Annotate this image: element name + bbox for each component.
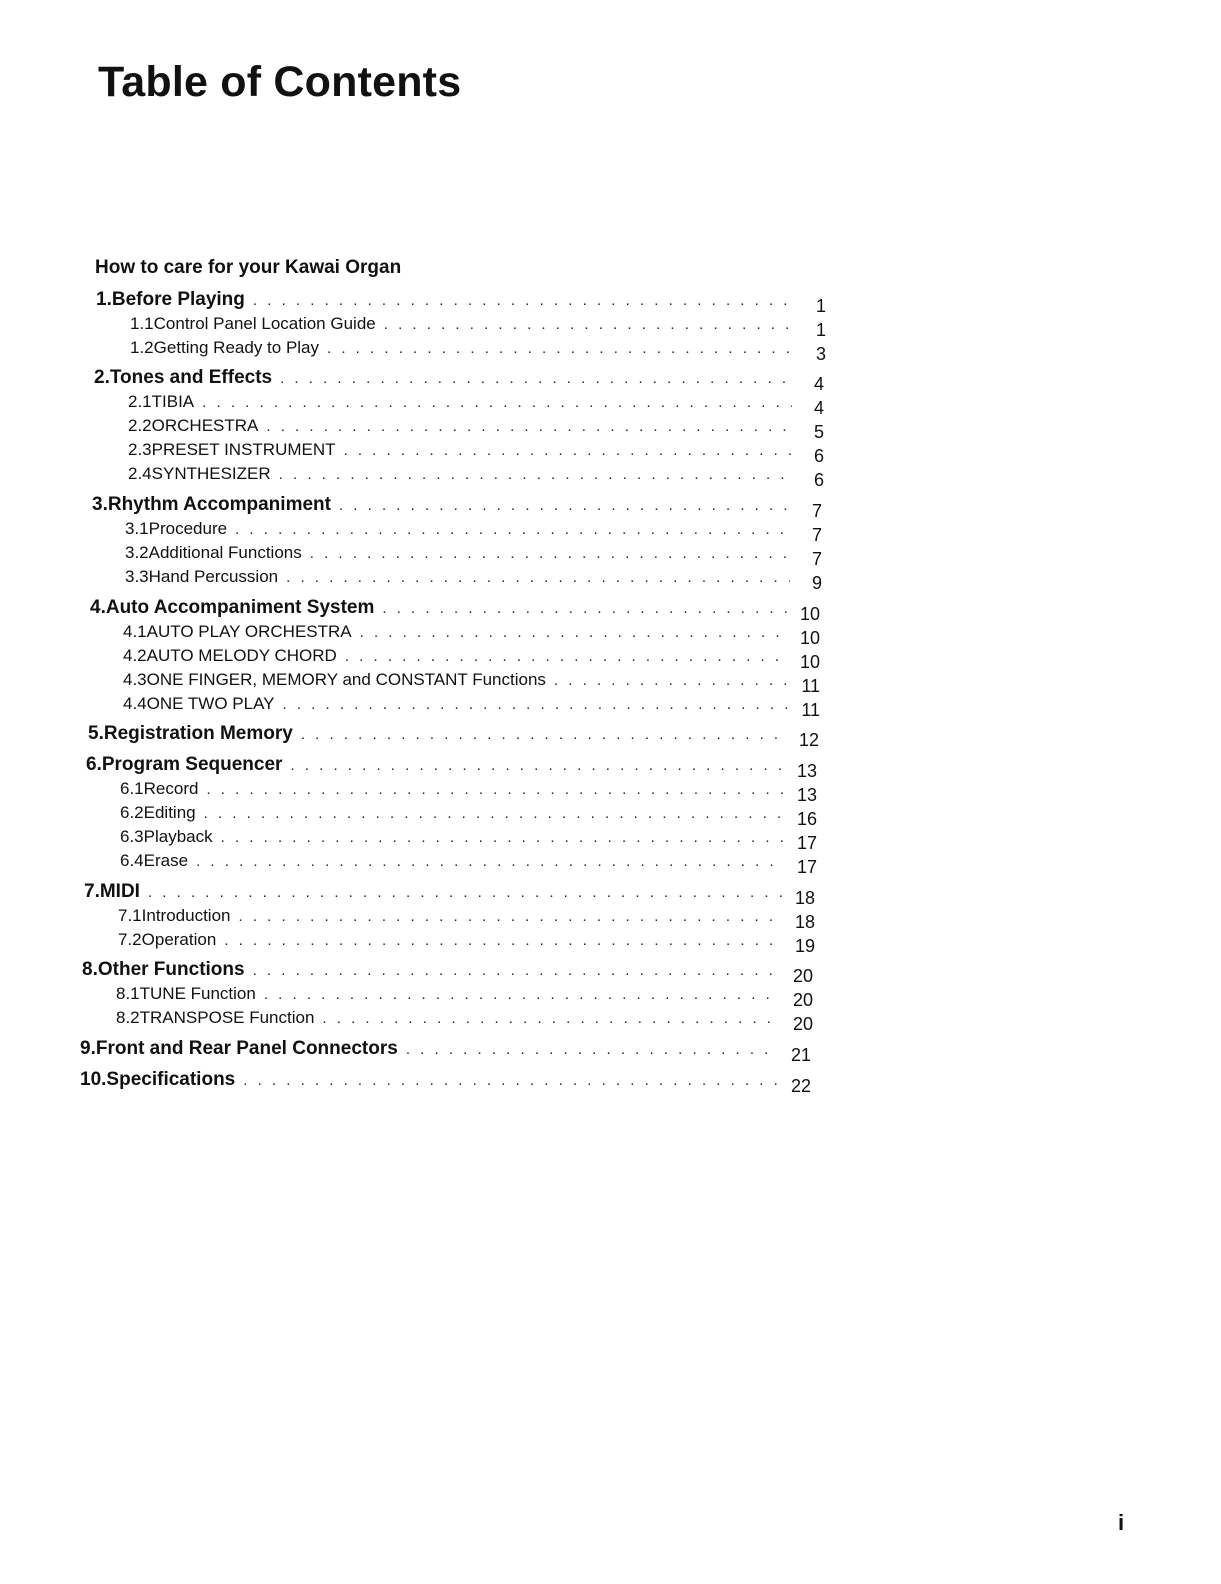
toc-entry-title: Auto Accompaniment System — [105, 597, 375, 618]
toc-entry-page: 18 — [794, 888, 815, 908]
toc-entry-number: 6. — [86, 754, 102, 775]
toc-dot-leader — [238, 908, 783, 925]
toc-entry-page: 1 — [815, 320, 826, 340]
toc-entry-page: 21 — [790, 1045, 811, 1065]
toc-entry-page: 17 — [796, 833, 817, 853]
toc-section-entry — [86, 754, 817, 780]
toc-entry-title: Introduction — [141, 906, 231, 925]
toc-subsection-entry — [120, 802, 817, 828]
toc-dot-leader — [310, 545, 790, 562]
toc-section-entry — [84, 881, 815, 907]
toc-entry-page: 20 — [792, 1014, 813, 1034]
toc-dot-leader — [243, 1072, 779, 1089]
toc-dot-leader — [206, 781, 785, 798]
toc-entry-page: 10 — [799, 604, 820, 624]
toc-subsection-entry — [120, 826, 817, 852]
toc-entry-page: 7 — [811, 501, 822, 521]
toc-subsection-entry — [130, 313, 826, 339]
toc-entry-number: 2. — [94, 367, 110, 388]
toc-subsection-entry — [125, 542, 822, 568]
toc-subsection-entry — [118, 905, 815, 931]
toc-dot-leader — [360, 624, 788, 641]
toc-dot-leader — [224, 932, 783, 949]
toc-entry-title: Operation — [141, 930, 217, 949]
toc-subsection-entry — [123, 621, 820, 647]
toc-entry-page: 13 — [796, 785, 817, 805]
toc-entry-page: 18 — [794, 912, 815, 932]
toc-subsection-entry — [128, 439, 824, 465]
toc-entry-title: MIDI — [99, 881, 140, 902]
toc-entry-title: Hand Percussion — [148, 567, 279, 586]
toc-entry-number: 8.2 — [116, 1008, 140, 1027]
toc-dot-leader — [253, 292, 794, 309]
toc-dot-leader — [253, 962, 781, 979]
toc-entry-number: 8. — [82, 959, 98, 980]
toc-entry-number: 3.1 — [125, 519, 149, 538]
toc-entry-page: 7 — [811, 549, 822, 569]
toc-dot-leader — [221, 829, 785, 846]
toc-subsection-entry — [125, 518, 822, 544]
toc-entry-title: SYNTHESIZER — [151, 464, 271, 483]
toc-entry-title: Tones and Effects — [109, 367, 273, 388]
toc-entry-number: 7. — [84, 881, 100, 902]
toc-entry-page: 7 — [811, 525, 822, 545]
toc-entry-number: 7.2 — [118, 930, 142, 949]
toc-entry-title: ONE FINGER, MEMORY and CONSTANT Functions — [146, 670, 546, 689]
toc-entry-number: 8.1 — [116, 984, 140, 1003]
toc-dot-leader — [202, 394, 792, 411]
toc-entry-page: 16 — [796, 809, 817, 829]
toc-dot-leader — [301, 726, 787, 743]
toc-section-entry — [88, 723, 819, 749]
toc-subsection-entry — [125, 566, 822, 592]
toc-entry-page: 11 — [801, 676, 820, 696]
toc-subsection-entry — [128, 415, 824, 441]
toc-entry-page: 4 — [813, 398, 824, 418]
toc-entry-title: Control Panel Location Guide — [153, 314, 376, 333]
toc-dot-leader — [235, 521, 790, 538]
toc-entry-title: Registration Memory — [103, 723, 293, 744]
toc-subsection-entry — [130, 337, 826, 363]
toc-entry-title: Program Sequencer — [101, 754, 283, 775]
toc-section-entry — [80, 1069, 811, 1095]
toc-entry-page: 10 — [799, 652, 820, 672]
toc-entry-number: 9. — [80, 1038, 96, 1059]
toc-subsection-entry — [123, 645, 820, 671]
toc-entry-number: 2.4 — [128, 464, 152, 483]
toc-dot-leader — [196, 853, 785, 870]
toc-entry-title: Rhythm Accompaniment — [107, 494, 331, 515]
toc-entry-title: Additional Functions — [148, 543, 302, 562]
toc-entry-page: 6 — [813, 470, 824, 490]
toc-entry-title: TRANSPOSE Function — [139, 1008, 315, 1027]
toc-entry-number: 1. — [96, 289, 112, 310]
toc-dot-leader — [382, 600, 788, 617]
toc-entry-page: 20 — [792, 966, 813, 986]
toc-entry-number: 6.4 — [120, 851, 144, 870]
toc-dot-leader — [290, 757, 785, 774]
toc-subsection-entry — [116, 983, 813, 1009]
toc-dot-leader — [282, 696, 788, 713]
toc-dot-leader — [279, 466, 792, 483]
toc-entry-number: 4. — [90, 597, 106, 618]
toc-section-entry — [96, 289, 826, 315]
toc-dot-leader — [280, 370, 792, 387]
toc-entry-page: 17 — [796, 857, 817, 877]
toc-entry-number: 3. — [92, 494, 108, 515]
toc-entry-title: Before Playing — [111, 289, 245, 310]
toc-entry-title: Front and Rear Panel Connectors — [95, 1038, 398, 1059]
toc-section-entry — [92, 494, 822, 520]
toc-entry-number: 7.1 — [118, 906, 142, 925]
toc-dot-leader — [264, 986, 781, 1003]
toc-section-entry — [90, 597, 820, 623]
toc-entry-title: Editing — [143, 803, 196, 822]
toc-entry-number: 2.3 — [128, 440, 152, 459]
toc-dot-leader — [286, 569, 790, 586]
toc-dot-leader — [266, 418, 792, 435]
toc-entry-title: AUTO PLAY ORCHESTRA — [146, 622, 352, 641]
toc-entry-number: 6.3 — [120, 827, 144, 846]
toc-entry-title: ORCHESTRA — [151, 416, 259, 435]
toc-entry-number: 10. — [80, 1069, 107, 1090]
toc-dot-leader — [345, 648, 788, 665]
toc-entry-title: Erase — [143, 851, 189, 870]
toc-dot-leader — [322, 1010, 781, 1027]
toc-subsection-entry — [123, 669, 820, 695]
toc-subsection-entry — [128, 391, 824, 417]
toc-entry-number: 6.2 — [120, 803, 144, 822]
toc-entry-number: 2.2 — [128, 416, 152, 435]
toc-entry-page: 4 — [813, 374, 824, 394]
toc-entry-number: 4.2 — [123, 646, 147, 665]
toc-entry-number: 2.1 — [128, 392, 152, 411]
toc-entry-page: 20 — [792, 990, 813, 1010]
toc-dot-leader — [327, 340, 794, 357]
toc-entry-number: 3.3 — [125, 567, 149, 586]
toc-entry-page: 13 — [796, 761, 817, 781]
toc-section-entry — [82, 959, 813, 985]
toc-entry-title: Other Functions — [97, 959, 245, 980]
toc-dot-leader — [344, 442, 792, 459]
toc-intro-heading: How to care for your Kawai Organ — [95, 257, 402, 278]
toc-entry-page: 10 — [799, 628, 820, 648]
toc-entry-page: 11 — [801, 700, 820, 720]
toc-entry-page: 22 — [790, 1076, 811, 1096]
toc-subsection-entry — [123, 693, 820, 719]
toc-dot-leader — [204, 805, 785, 822]
toc-entry-number: 1.2 — [130, 338, 154, 357]
toc-dot-leader — [554, 672, 788, 689]
toc-section-entry — [94, 367, 824, 393]
toc-entry-page: 12 — [798, 730, 819, 750]
toc-entry-title: Procedure — [148, 519, 228, 538]
toc-entry-number: 3.2 — [125, 543, 149, 562]
toc-entry-number: 5. — [88, 723, 104, 744]
toc-entry-page: 9 — [811, 573, 822, 593]
toc-entry-number: 6.1 — [120, 779, 144, 798]
toc-dot-leader — [384, 316, 794, 333]
toc-entry-number: 4.1 — [123, 622, 147, 641]
toc-entry-title: Getting Ready to Play — [153, 338, 320, 357]
toc-entry-title: TUNE Function — [139, 984, 256, 1003]
toc-entry-title: ONE TWO PLAY — [146, 694, 275, 713]
toc-entry-title: Record — [143, 779, 199, 798]
toc-entry-page: 6 — [813, 446, 824, 466]
toc-entry-page: 19 — [794, 936, 815, 956]
toc-entry-title: AUTO MELODY CHORD — [146, 646, 337, 665]
toc-entry-title: PRESET INSTRUMENT — [151, 440, 336, 459]
page-title: Table of Contents — [98, 58, 462, 106]
toc-entry-title: TIBIA — [151, 392, 195, 411]
toc-entry-number: 4.3 — [123, 670, 147, 689]
toc-entry-title: Playback — [143, 827, 213, 846]
page-number: i — [1118, 1510, 1125, 1535]
toc-entry-number: 1.1 — [130, 314, 154, 333]
toc-dot-leader — [339, 497, 790, 514]
toc-entry-title: Specifications — [106, 1069, 236, 1090]
toc-section-entry — [80, 1038, 811, 1064]
toc-dot-leader — [148, 884, 783, 901]
toc-subsection-entry — [118, 929, 815, 955]
toc-subsection-entry — [120, 778, 817, 804]
toc-subsection-entry — [116, 1007, 813, 1033]
toc-dot-leader — [406, 1041, 779, 1058]
toc-subsection-entry — [120, 850, 817, 876]
toc-entry-page: 5 — [813, 422, 824, 442]
toc-entry-number: 4.4 — [123, 694, 147, 713]
toc-entry-page: 3 — [815, 344, 826, 364]
toc-subsection-entry — [128, 463, 824, 489]
toc-entry-page: 1 — [815, 296, 826, 316]
